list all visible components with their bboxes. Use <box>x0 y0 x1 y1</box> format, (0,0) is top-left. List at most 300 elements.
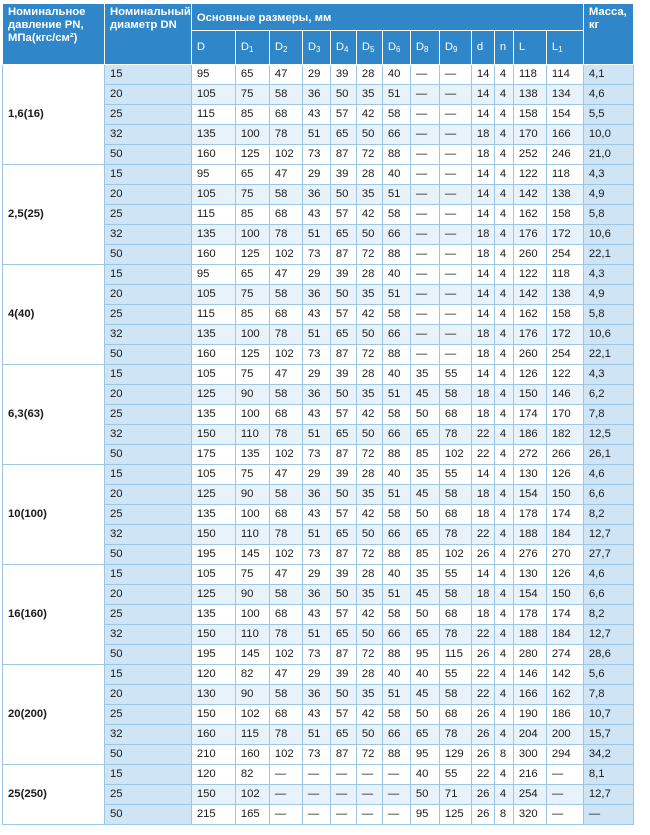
dimension-cell: 73 <box>302 545 330 565</box>
dimension-cell: 50 <box>410 705 439 725</box>
dimension-cell: 18 <box>471 505 494 525</box>
dimension-cell: 4 <box>494 685 513 705</box>
dimension-cell: 73 <box>302 245 330 265</box>
dn-cell: 15 <box>105 265 192 285</box>
dimension-cell: 55 <box>439 765 471 785</box>
dimension-cell: 154 <box>546 105 583 125</box>
dimension-cell: 154 <box>513 485 546 505</box>
dimension-cell: 105 <box>191 285 235 305</box>
dimension-cell: 88 <box>382 145 410 165</box>
dimension-cell: 270 <box>546 545 583 565</box>
mass-cell: 22,1 <box>583 345 633 365</box>
dimension-cell: 14 <box>471 185 494 205</box>
mass-cell: 12,7 <box>583 785 633 805</box>
dimension-cell: 35 <box>410 465 439 485</box>
dimension-cell: 172 <box>546 325 583 345</box>
column-header: $D_2$ <box>269 31 302 65</box>
dimension-cell: 18 <box>471 485 494 505</box>
dimension-cell: 165 <box>235 805 269 825</box>
dimension-cell: 45 <box>410 385 439 405</box>
column-header: $D_9$ <box>439 31 471 65</box>
dimension-cell: 40 <box>382 665 410 685</box>
dimension-cell: 14 <box>471 105 494 125</box>
dimension-cell: — <box>439 165 471 185</box>
dn-cell: 25 <box>105 785 192 805</box>
dn-cell: 20 <box>105 485 192 505</box>
dimension-cell: 170 <box>546 405 583 425</box>
dimension-cell: — <box>269 765 302 785</box>
dimension-cell: 95 <box>410 645 439 665</box>
table-row <box>3 65 634 85</box>
column-header: $D_8$ <box>410 31 439 65</box>
dimension-cell: 68 <box>269 305 302 325</box>
dimension-cell: — <box>382 805 410 825</box>
dimension-cell: 88 <box>382 445 410 465</box>
mass-cell: 4,1 <box>583 65 633 85</box>
dimension-cell: 87 <box>330 745 356 765</box>
dimension-cell: 254 <box>546 345 583 365</box>
dimension-cell: 88 <box>382 745 410 765</box>
dimension-cell: 135 <box>191 125 235 145</box>
dimension-cell: 40 <box>382 465 410 485</box>
dimension-cell: — <box>546 805 583 825</box>
dimension-cell: 100 <box>235 405 269 425</box>
dimension-cell: 65 <box>410 425 439 445</box>
dimension-cell: 102 <box>269 545 302 565</box>
dimension-cell: 172 <box>546 225 583 245</box>
dimension-cell: 39 <box>330 665 356 685</box>
dimension-cell: — <box>410 345 439 365</box>
dimension-cell: — <box>439 105 471 125</box>
dimension-cell: 87 <box>330 345 356 365</box>
dimension-cell: 35 <box>410 365 439 385</box>
dimension-cell: — <box>410 105 439 125</box>
dimension-cell: 160 <box>191 245 235 265</box>
mass-cell: 4,3 <box>583 365 633 385</box>
dimension-cell: 142 <box>513 185 546 205</box>
dimension-cell: 51 <box>382 285 410 305</box>
dimension-cell: 186 <box>513 425 546 445</box>
table-row <box>3 265 634 285</box>
dimension-cell: 146 <box>546 385 583 405</box>
dn-cell: 15 <box>105 165 192 185</box>
dimension-cell: 135 <box>235 445 269 465</box>
dimension-cell: 35 <box>356 685 382 705</box>
dimension-cell: 118 <box>546 165 583 185</box>
dimension-cell: 72 <box>356 345 382 365</box>
dimension-cell: 105 <box>191 465 235 485</box>
dimension-cell: 39 <box>330 265 356 285</box>
dimension-cell: 14 <box>471 205 494 225</box>
dn-header: Номинальный диаметр DN <box>105 4 192 65</box>
dimension-cell: 87 <box>330 145 356 165</box>
column-header: $D_6$ <box>382 31 410 65</box>
dimension-cell: — <box>410 325 439 345</box>
dimension-cell: 4 <box>494 725 513 745</box>
dimension-cell: 65 <box>330 125 356 145</box>
dimension-cell: 115 <box>235 725 269 745</box>
dimension-cell: 125 <box>439 805 471 825</box>
dimension-cell: 14 <box>471 265 494 285</box>
dimension-cell: 125 <box>191 585 235 605</box>
dimension-cell: 50 <box>410 505 439 525</box>
dimension-cell: 204 <box>513 725 546 745</box>
dimension-cell: 276 <box>513 545 546 565</box>
dimension-cell: 78 <box>269 225 302 245</box>
dimension-cell: 40 <box>382 365 410 385</box>
dimension-cell: 65 <box>330 425 356 445</box>
dimension-cell: 4 <box>494 85 513 105</box>
dimension-cell: 28 <box>356 265 382 285</box>
dimension-cell: 73 <box>302 145 330 165</box>
mass-cell: 4,9 <box>583 285 633 305</box>
dimension-cell: 95 <box>191 65 235 85</box>
dimension-cell: 22 <box>471 625 494 645</box>
mass-cell: 5,6 <box>583 665 633 685</box>
dimension-cell: 72 <box>356 445 382 465</box>
mass-cell: 5,5 <box>583 105 633 125</box>
dimension-cell: 150 <box>546 585 583 605</box>
dimension-cell: 28 <box>356 465 382 485</box>
dimension-cell: 170 <box>513 125 546 145</box>
dimension-cell: 102 <box>235 705 269 725</box>
dimension-cell: — <box>439 245 471 265</box>
dimension-cell: 50 <box>330 485 356 505</box>
dimension-cell: 42 <box>356 105 382 125</box>
dimension-cell: 58 <box>382 205 410 225</box>
dimension-cell: 39 <box>330 565 356 585</box>
dimension-cell: 135 <box>191 505 235 525</box>
dimension-cell: 90 <box>235 485 269 505</box>
dimension-cell: 18 <box>471 125 494 145</box>
dimension-cell: 154 <box>513 585 546 605</box>
table-row <box>3 565 634 585</box>
dimension-cell: 26 <box>471 785 494 805</box>
dimension-cell: 122 <box>546 365 583 385</box>
dimension-cell: 29 <box>302 165 330 185</box>
dimension-cell: 142 <box>513 285 546 305</box>
dimension-cell: 51 <box>302 225 330 245</box>
dimension-cell: 29 <box>302 365 330 385</box>
dimension-cell: 36 <box>302 485 330 505</box>
dimension-cell: 57 <box>330 305 356 325</box>
dimension-cell: 50 <box>356 325 382 345</box>
dimension-cell: 95 <box>191 265 235 285</box>
dimension-cell: 100 <box>235 605 269 625</box>
dimension-cell: 4 <box>494 545 513 565</box>
dimension-cell: 4 <box>494 125 513 145</box>
dimension-cell: 4 <box>494 425 513 445</box>
dimension-cell: 186 <box>546 705 583 725</box>
mass-cell: 6,6 <box>583 485 633 505</box>
dimension-cell: 57 <box>330 205 356 225</box>
dimension-cell: 150 <box>191 785 235 805</box>
dimension-cell: 22 <box>471 685 494 705</box>
dimension-cell: 162 <box>513 305 546 325</box>
dimension-cell: 66 <box>382 425 410 445</box>
dimension-cell: 102 <box>269 645 302 665</box>
dimension-cell: — <box>439 325 471 345</box>
dimension-cell: 18 <box>471 605 494 625</box>
dimension-cell: 65 <box>330 625 356 645</box>
mass-cell: 6,2 <box>583 385 633 405</box>
dimension-cell: 22 <box>471 665 494 685</box>
dimension-cell: — <box>410 305 439 325</box>
dimension-cell: 58 <box>269 285 302 305</box>
dimension-cell: 102 <box>235 785 269 805</box>
table-row <box>3 765 634 785</box>
dimension-cell: 4 <box>494 325 513 345</box>
dimension-cell: 78 <box>269 625 302 645</box>
dimension-cell: 39 <box>330 365 356 385</box>
dimension-cell: 65 <box>410 725 439 745</box>
dimension-cell: — <box>302 785 330 805</box>
dimension-cell: 102 <box>269 245 302 265</box>
dimension-cell: 57 <box>330 605 356 625</box>
dimension-cell: 50 <box>330 285 356 305</box>
dimension-cell: 4 <box>494 625 513 645</box>
dimension-cell: 58 <box>269 685 302 705</box>
dn-cell: 25 <box>105 105 192 125</box>
dimension-cell: 47 <box>269 365 302 385</box>
dimension-cell: 26 <box>471 725 494 745</box>
dimension-cell: 174 <box>546 605 583 625</box>
dimension-cell: 135 <box>191 225 235 245</box>
dimension-cell: 160 <box>191 725 235 745</box>
dimension-cell: — <box>439 185 471 205</box>
dimension-cell: 22 <box>471 425 494 445</box>
dimension-cell: 35 <box>356 385 382 405</box>
dimension-cell: 4 <box>494 385 513 405</box>
dimension-cell: 65 <box>235 65 269 85</box>
table-row <box>3 365 634 385</box>
dimension-cell: 18 <box>471 345 494 365</box>
column-header: L <box>513 31 546 65</box>
mass-cell: 10,0 <box>583 125 633 145</box>
dimension-cell: 90 <box>235 385 269 405</box>
dimension-cell: 35 <box>356 485 382 505</box>
dimension-cell: 18 <box>471 325 494 345</box>
dimension-cell: — <box>410 185 439 205</box>
dimension-cell: 28 <box>356 665 382 685</box>
dimension-cell: 8 <box>494 745 513 765</box>
dimension-cell: 57 <box>330 105 356 125</box>
dimension-cell: 85 <box>235 305 269 325</box>
dimension-cell: — <box>439 145 471 165</box>
dimension-cell: 68 <box>269 605 302 625</box>
dn-cell: 25 <box>105 705 192 725</box>
dimension-cell: 55 <box>439 565 471 585</box>
dimension-cell: 28 <box>356 565 382 585</box>
dimension-cell: 26 <box>471 545 494 565</box>
dimension-cell: 150 <box>546 485 583 505</box>
dimension-cell: 26 <box>471 805 494 825</box>
dimension-cell: 68 <box>269 405 302 425</box>
dimension-cell: 14 <box>471 85 494 105</box>
dimension-cell: 195 <box>191 545 235 565</box>
dimension-cell: 120 <box>191 665 235 685</box>
dimension-cell: 28 <box>356 165 382 185</box>
dimension-cell: — <box>439 65 471 85</box>
dimension-cell: 47 <box>269 565 302 585</box>
mass-cell: — <box>583 805 633 825</box>
dimension-cell: 88 <box>382 345 410 365</box>
dimension-cell: 58 <box>382 705 410 725</box>
dimension-cell: 68 <box>439 405 471 425</box>
mass-cell: 8,2 <box>583 505 633 525</box>
dimension-cell: — <box>269 805 302 825</box>
dimension-cell: 110 <box>235 525 269 545</box>
dimension-cell: 300 <box>513 745 546 765</box>
dimension-cell: — <box>439 125 471 145</box>
dimension-cell: 47 <box>269 665 302 685</box>
dimension-cell: 58 <box>382 605 410 625</box>
dimension-cell: 36 <box>302 185 330 205</box>
dimension-cell: — <box>330 765 356 785</box>
dimension-cell: 68 <box>269 505 302 525</box>
dimension-cell: 85 <box>410 545 439 565</box>
dimension-cell: 4 <box>494 265 513 285</box>
dimension-cell: 195 <box>191 645 235 665</box>
dimension-cell: 88 <box>382 245 410 265</box>
dimension-cell: 58 <box>439 685 471 705</box>
dimension-cell: 42 <box>356 305 382 325</box>
dimension-cell: — <box>546 765 583 785</box>
mass-cell: 12,7 <box>583 625 633 645</box>
dimension-cell: 39 <box>330 465 356 485</box>
dimension-cell: 145 <box>235 645 269 665</box>
dimension-cell: 65 <box>235 265 269 285</box>
dimension-cell: 95 <box>410 745 439 765</box>
dimension-cell: 4 <box>494 645 513 665</box>
dimension-cell: 122 <box>513 165 546 185</box>
dimension-cell: 42 <box>356 405 382 425</box>
dimension-cell: 43 <box>302 305 330 325</box>
dimension-cell: — <box>269 785 302 805</box>
dimension-cell: 68 <box>269 205 302 225</box>
dimension-cell: 166 <box>546 125 583 145</box>
dimension-cell: 150 <box>191 705 235 725</box>
dimension-cell: 55 <box>439 465 471 485</box>
dimension-cell: 50 <box>356 725 382 745</box>
dimension-cell: 50 <box>410 605 439 625</box>
dimension-cell: 68 <box>439 505 471 525</box>
dimension-cell: 43 <box>302 205 330 225</box>
dimension-cell: 160 <box>191 345 235 365</box>
dimension-cell: 72 <box>356 545 382 565</box>
dimension-cell: 14 <box>471 305 494 325</box>
dimension-cell: 35 <box>356 585 382 605</box>
dimension-cell: — <box>410 65 439 85</box>
dimension-cell: 100 <box>235 505 269 525</box>
dimension-cell: 4 <box>494 145 513 165</box>
dimension-cell: 4 <box>494 365 513 385</box>
mass-cell: 34,2 <box>583 745 633 765</box>
dimension-cell: — <box>410 245 439 265</box>
mass-cell: 6,6 <box>583 585 633 605</box>
dn-cell: 32 <box>105 225 192 245</box>
dimension-cell: 50 <box>330 685 356 705</box>
dimension-cell: 134 <box>546 85 583 105</box>
dimension-cell: 272 <box>513 445 546 465</box>
dimension-cell: 4 <box>494 665 513 685</box>
dimension-cell: 4 <box>494 65 513 85</box>
dimension-cell: 78 <box>439 425 471 445</box>
dimension-cell: 130 <box>513 465 546 485</box>
dimension-cell: 65 <box>330 225 356 245</box>
dimension-cell: 4 <box>494 505 513 525</box>
dimension-cell: 215 <box>191 805 235 825</box>
dimension-cell: 87 <box>330 445 356 465</box>
dimension-cell: 4 <box>494 185 513 205</box>
dimension-cell: 65 <box>410 625 439 645</box>
mass-cell: 21,0 <box>583 145 633 165</box>
dn-cell: 20 <box>105 385 192 405</box>
dimension-cell: 51 <box>302 625 330 645</box>
dimension-cell: 78 <box>269 425 302 445</box>
dimension-cell: 178 <box>513 505 546 525</box>
dimension-cell: — <box>439 85 471 105</box>
column-header: $D_1$ <box>235 31 269 65</box>
dn-cell: 25 <box>105 605 192 625</box>
dn-cell: 20 <box>105 185 192 205</box>
dimension-cell: 75 <box>235 465 269 485</box>
dimension-cell: 166 <box>513 685 546 705</box>
dimension-cell: 4 <box>494 305 513 325</box>
dimension-cell: 29 <box>302 65 330 85</box>
dimension-cell: — <box>439 205 471 225</box>
dimension-cell: 35 <box>356 285 382 305</box>
dimension-cell: 150 <box>513 385 546 405</box>
dimension-cell: 138 <box>546 185 583 205</box>
dimension-cell: 190 <box>513 705 546 725</box>
dimension-cell: 150 <box>191 525 235 545</box>
dimension-cell: 176 <box>513 225 546 245</box>
dimension-cell: — <box>439 265 471 285</box>
dimension-cell: 90 <box>235 685 269 705</box>
dimension-cell: 58 <box>382 405 410 425</box>
mass-cell: 4,6 <box>583 85 633 105</box>
dimension-cell: 43 <box>302 605 330 625</box>
dn-cell: 50 <box>105 445 192 465</box>
dimension-cell: 188 <box>513 625 546 645</box>
dimension-cell: 4 <box>494 605 513 625</box>
mass-cell: 10,7 <box>583 705 633 725</box>
dimension-cell: 36 <box>302 585 330 605</box>
dimension-cell: 51 <box>382 485 410 505</box>
dimension-cell: 150 <box>191 425 235 445</box>
dimension-cell: 50 <box>356 225 382 245</box>
dimension-cell: 176 <box>513 325 546 345</box>
dn-cell: 50 <box>105 805 192 825</box>
dn-cell: 32 <box>105 325 192 345</box>
dimension-cell: — <box>410 145 439 165</box>
dimension-cell: 78 <box>269 725 302 745</box>
dimension-cell: — <box>330 805 356 825</box>
dimension-cell: 58 <box>269 385 302 405</box>
mass-cell: 27,7 <box>583 545 633 565</box>
dimension-cell: 36 <box>302 285 330 305</box>
dimension-cell: 85 <box>235 105 269 125</box>
dimension-cell: 4 <box>494 525 513 545</box>
dimension-cell: 50 <box>330 85 356 105</box>
dimension-cell: 51 <box>302 525 330 545</box>
dimension-cell: 115 <box>191 305 235 325</box>
dimension-cell: — <box>302 805 330 825</box>
mass-cell: 8,1 <box>583 765 633 785</box>
dimension-cell: 72 <box>356 645 382 665</box>
flange-dimensions-table <box>2 3 634 825</box>
